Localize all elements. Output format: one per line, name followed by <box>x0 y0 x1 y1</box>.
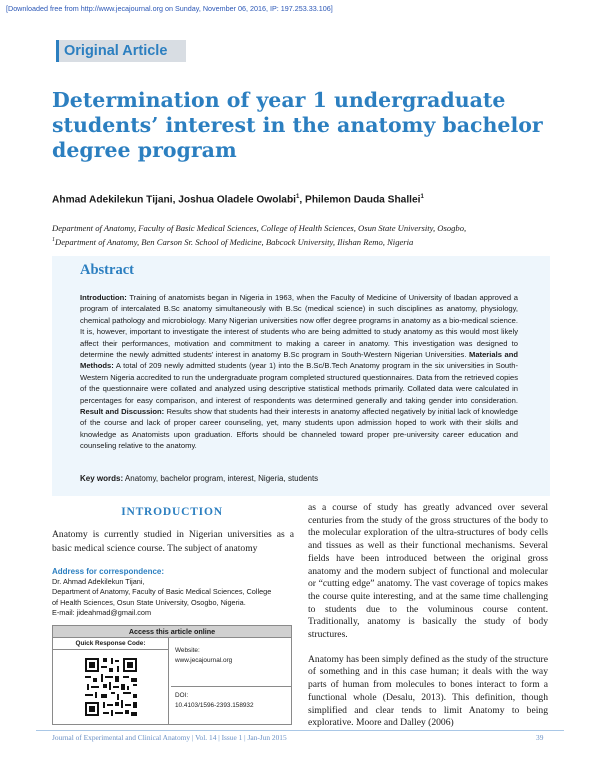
abstract-section-label: Materials and Methods: <box>80 350 518 371</box>
affiliation-marker: 1 <box>420 194 424 200</box>
correspondence-email: E-mail: jideahmad@gmail.com <box>52 608 152 618</box>
keywords <box>80 474 520 483</box>
abstract-section-label: Result and Discussion: <box>80 407 165 417</box>
author-name: Ahmad Adekilekun Tijani, <box>52 194 179 206</box>
abstract-section-text: Training of anatomists began in Nigeria in 1963, when the Faculty of Medicine of University of Ibadan approved a program of intercalated B.Sc anatomy simultaneously with B.Sc (medical science) in such disciplines as anatomy, physiology, chemical pathology and microbiology. Many Nigerian universities now offer degree programs in anatomy as a bio-medical science. It is, however, important to investigate the interest of students who are being admitted to study anatomy as this would most likely affect their performances, motivation and commitment to making a career in anatomy. This investigation was designed to determine the newly admitted students’ interest in anatomy B.Sc program in South-Western Nigerian Universities. <box>80 293 518 360</box>
website-block <box>175 646 287 666</box>
correspondence-heading: Address for correspondence: <box>52 567 165 576</box>
keywords-text: Anatomy, bachelor program, interest, Nigeria, students <box>123 474 319 483</box>
affiliation-marker: 1 <box>296 194 300 200</box>
download-note: [Downloaded free from http://www.jecajournal.org on Sunday, November 06, 2016, IP: 197.253.33.106] <box>6 4 333 13</box>
article-title: Determination of year 1 undergraduate students’ interest in the anatomy bachelor degree program <box>52 88 543 162</box>
doi-value[interactable]: 10.4103/1596-2393.158932 <box>175 702 254 709</box>
introduction-paragraph: Anatomy is currently studied in Nigerian universities as a basic medical science course. The subject of anatomy <box>52 529 294 554</box>
website-label: Website: <box>175 647 200 654</box>
abstract-section-text: A total of 209 newly admitted students (year 1) into the B.Sc/B.Tech Anatomy program in the six universities in South-Western Nigeria accredited to run the undergraduate program completed structured questionnaires. Data from the retrieved copies of the questionnaire were collated and analyzed using descriptive statistical methods primarily. Collated data were calculated in percentages for easy comparison, and interest of respondents was determined generally and taking gender into consideration. <box>80 361 518 405</box>
affiliation-text: Department of Anatomy, Ben Carson Sr. School of Medicine, Babcock University, Ilishan Remo, Nigeria <box>55 236 414 247</box>
affiliation-marker: 1 <box>52 237 55 243</box>
introduction-right-column <box>308 502 548 742</box>
qr-code-icon[interactable] <box>83 656 139 718</box>
qr-column <box>53 638 169 725</box>
access-online-box <box>52 625 292 725</box>
page-number: 39 <box>536 733 544 742</box>
correspondence-address: Department of Anatomy, Faculty of Basic Medical Sciences, College <box>52 587 272 597</box>
abstract-body <box>80 292 518 452</box>
correspondence-address: of Health Sciences, Osun State University, Osogbo, Nigeria. <box>52 597 246 607</box>
doi-block <box>171 686 291 725</box>
affiliation-line: Department of Anatomy, Faculty of Basic Medical Sciences, College of Health Sciences, Osun State University, Osogbo, <box>52 223 467 233</box>
footer-divider <box>36 730 564 731</box>
introduction-heading: INTRODUCTION <box>121 506 223 518</box>
footer-journal-info: Journal of Experimental and Clinical Anatomy | Vol. 14 | Issue 1 | Jan-Jun 2015 <box>52 733 287 742</box>
access-heading: Access this article online <box>53 626 291 638</box>
introduction-paragraph: Anatomy has been simply defined as the study of the structure of something and in this case human; it deals with the way parts of human from molecules to bones interact to form a functional whole (Desalu, 2013). This definition, though simplified and clear tends to limit Anatomy to being explorative. Moore and Dalley (2006) <box>308 653 548 729</box>
author-name: , Philemon Dauda Shallei <box>299 194 421 206</box>
correspondence-name: Dr. Ahmad Adekilekun Tijani, <box>52 577 145 586</box>
qr-label: Quick Response Code: <box>53 638 168 650</box>
introduction-paragraph: as a course of study has greatly advanced over several centuries from the study of the gross structures of the body to the molecular exploration of the ultra-structures of body cells and tissues as well as their functional mechanisms. Several fields have been introduced between the original gross anatomy and the modern subject of functional and molecular or “cutting edge” anatomy. The vast coverage of topics makes the course quite interesting, and at the same time challenging to students due to the voluminous course content. Traditionally, anatomy is basically the study of body structures. <box>308 502 548 641</box>
website-link[interactable]: www.jecajournal.org <box>175 657 233 664</box>
abstract-section-text: Results show that students had their interests in anatomy affected negatively by initial lack of knowledge of the course and lack of proper career counseling, yet, many students upon admission hoped to work with their skills and knowledge as Anatomists upon graduation. Efforts should be channeled toward proper pre-university career education and counseling relative to the anatomy. <box>80 407 518 451</box>
correspondence-block <box>52 566 294 619</box>
abstract-heading: Abstract <box>80 262 134 278</box>
doi-label: DOI: <box>175 692 189 699</box>
abstract-section-label: Introduction: <box>80 293 127 302</box>
article-type-label: Original Article <box>56 40 186 62</box>
affiliation-line <box>52 235 552 248</box>
access-info-column <box>171 638 291 725</box>
keywords-label: Key words: <box>80 474 124 483</box>
author-list <box>52 194 552 205</box>
author-name: Joshua Oladele Owolabi <box>178 194 297 206</box>
